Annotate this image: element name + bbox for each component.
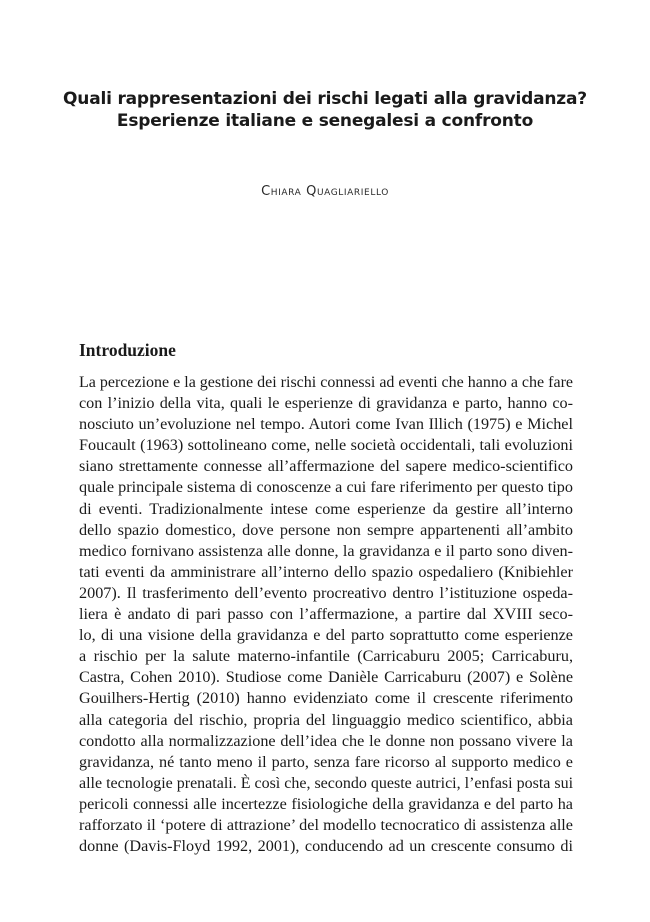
- paragraph-line: con l’inizio della vita, quali le esperienze di gravidanza e parto, hanno co-: [79, 394, 573, 413]
- paragraph-line: liera è andato di pari passo con l’affermazione, a partire dal XVIII seco-: [79, 605, 573, 624]
- paragraph-line: Foucault (1963) sottolineano come, nelle società occidentali, tali evoluzioni: [79, 436, 573, 455]
- paragraph-line: Castra, Cohen 2010). Studiose come Danièle Carricaburu (2007) e Solène: [79, 668, 573, 687]
- paragraph-line: dello spazio domestico, dove persone non sempre appartenenti all’ambito: [79, 520, 573, 539]
- section-heading: Introduzione: [79, 340, 176, 360]
- paragraph-line: 2007). Il trasferimento dell’evento procreativo dentro l’istituzione ospeda-: [79, 583, 573, 602]
- article-title-line-2: Esperienze italiane e senegalesi a confronto: [116, 111, 534, 131]
- paragraph-line: siano strettamente connesse all’affermazione del sapere medico-scientifico: [79, 457, 573, 476]
- paragraph-line: gravidanza, né tanto meno il parto, senza fare ricorso al supporto medico e: [79, 752, 573, 771]
- paragraph-line: La percezione e la gestione dei rischi connessi ad eventi che hanno a che fare: [79, 374, 573, 391]
- paragraph-line: lo, di una visione della gravidanza e del parto soprattutto come esperienze: [79, 626, 573, 645]
- article-title-line-1: Quali rappresentazioni dei rischi legati alla gravidanza?: [63, 89, 587, 109]
- paragraph-line: condotto alla normalizzazione dell’idea che le donne non possano vivere la: [79, 731, 573, 750]
- paragraph-line: donne (Davis-Floyd 1992, 2001), conducendo ad un crescente consumo di: [79, 837, 573, 856]
- paragraph-line: quale principale sistema di conoscenze a cui fare riferimento per questo tipo: [79, 478, 573, 497]
- paragraph-line: nosciuto un’evoluzione nel tempo. Autori come Ivan Illich (1975) e Michel: [79, 415, 573, 434]
- article-title: [60, 88, 590, 132]
- body-paragraph: [79, 372, 573, 857]
- paragraph-line: di eventi. Tradizionalmente intese come esperienze da gestire all’interno: [79, 499, 573, 518]
- author-name: Chiara Quagliariello: [261, 184, 389, 199]
- paragraph-line: medico fornivano assistenza alle donne, la gravidanza e il parto sono diven-: [79, 541, 573, 560]
- paragraph-line: tati eventi da amministrare all’interno dello spazio ospedaliero (Knibiehler: [79, 562, 573, 581]
- paragraph-line: alla categoria del rischio, propria del linguaggio medico scientifico, abbia: [79, 710, 573, 729]
- paragraph-line: a rischio per la salute materno-infantile (Carricaburu 2005; Carricaburu,: [79, 647, 573, 666]
- paragraph-line: pericoli connessi alle incertezze fisiologiche della gravidanza e del parto ha: [79, 794, 573, 813]
- paragraph-line: Gouilhers-Hertig (2010) hanno evidenziato come il crescente riferimento: [79, 689, 573, 708]
- paragraph-line: rafforzato il ‘potere di attrazione’ del modello tecnocratico di assistenza alle: [79, 815, 573, 834]
- paragraph-line: alle tecnologie prenatali. È così che, secondo queste autrici, l’enfasi posta sui: [79, 774, 573, 792]
